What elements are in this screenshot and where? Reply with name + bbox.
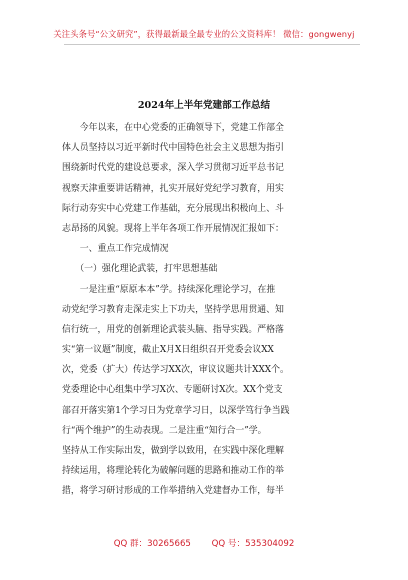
body-line: 一是注重“原原本本”学。持续深化理论学习，在推 xyxy=(62,284,276,295)
body-line: 部召开落实第1个学习日为党章学习日，以深学笃行争当践 xyxy=(62,405,290,416)
subsection-heading: （一）强化理论武装，打牢思想基础 xyxy=(62,264,218,275)
header-banner: 关注头条号“公文研究”，获得最新最全最专业的公文资料库！ 微信：gongwenyj xyxy=(53,29,355,39)
body-line: 实“第一议题”制度，截止X月X日组织召开党委会议XX xyxy=(62,345,274,356)
header-divider xyxy=(64,44,360,45)
body-line: 次，党委（扩大）传达学习XX次，审议议题共计XXX个。 xyxy=(62,365,289,376)
body-line: 坚持从工作实际出发，做到学以致用，在实践中深化理解 xyxy=(62,446,284,456)
body-line: 体人员坚持以习近平新时代中国特色社会主义思想为指引 xyxy=(62,143,284,154)
body-line: 视察天津重要讲话精神，扎实开展好党纪学习教育，用实 xyxy=(62,183,284,194)
body-line: 志昂扬的风貌。现将上半年各项工作开展情况汇报如下： xyxy=(62,223,284,234)
footer-qq-number: QQ 号：535304092 xyxy=(211,539,295,549)
document-body xyxy=(62,118,348,502)
body-line: 措，将学习研讨形成的工作举措纳入党建督办工作，每半 xyxy=(62,486,284,497)
footer-qq-group: QQ 群：30265665 xyxy=(113,539,191,549)
body-line: 党委理论中心组集中学习X次、专题研讨X次。XX个党支 xyxy=(62,385,283,396)
body-line: 持续运用，将理论转化为破解问题的思路和推动工作的举 xyxy=(62,466,284,477)
body-line: 围绕新时代党的建设总要求，深入学习贯彻习近平总书记 xyxy=(62,163,284,174)
body-line: 行“两个维护”的生动表现。二是注重“知行合一”学。 xyxy=(62,425,267,436)
footer-contact xyxy=(0,537,408,549)
body-line: 际行动夯实中心党建工作基础，充分展现出积极向上、斗 xyxy=(62,203,284,214)
section-heading: 一、重点工作完成情况 xyxy=(62,244,169,255)
document-title: 2024年上半年党建部工作总结 xyxy=(137,100,271,111)
body-line: 信行统一，用党的创新理论武装头脑、指导实践。严格落 xyxy=(62,324,284,335)
body-line: 今年以来，在中心党委的正确领导下，党建工作部全 xyxy=(62,123,284,133)
body-line: 动党纪学习教育走深走实上下功夫，坚持学思用贯通、知 xyxy=(62,304,284,315)
